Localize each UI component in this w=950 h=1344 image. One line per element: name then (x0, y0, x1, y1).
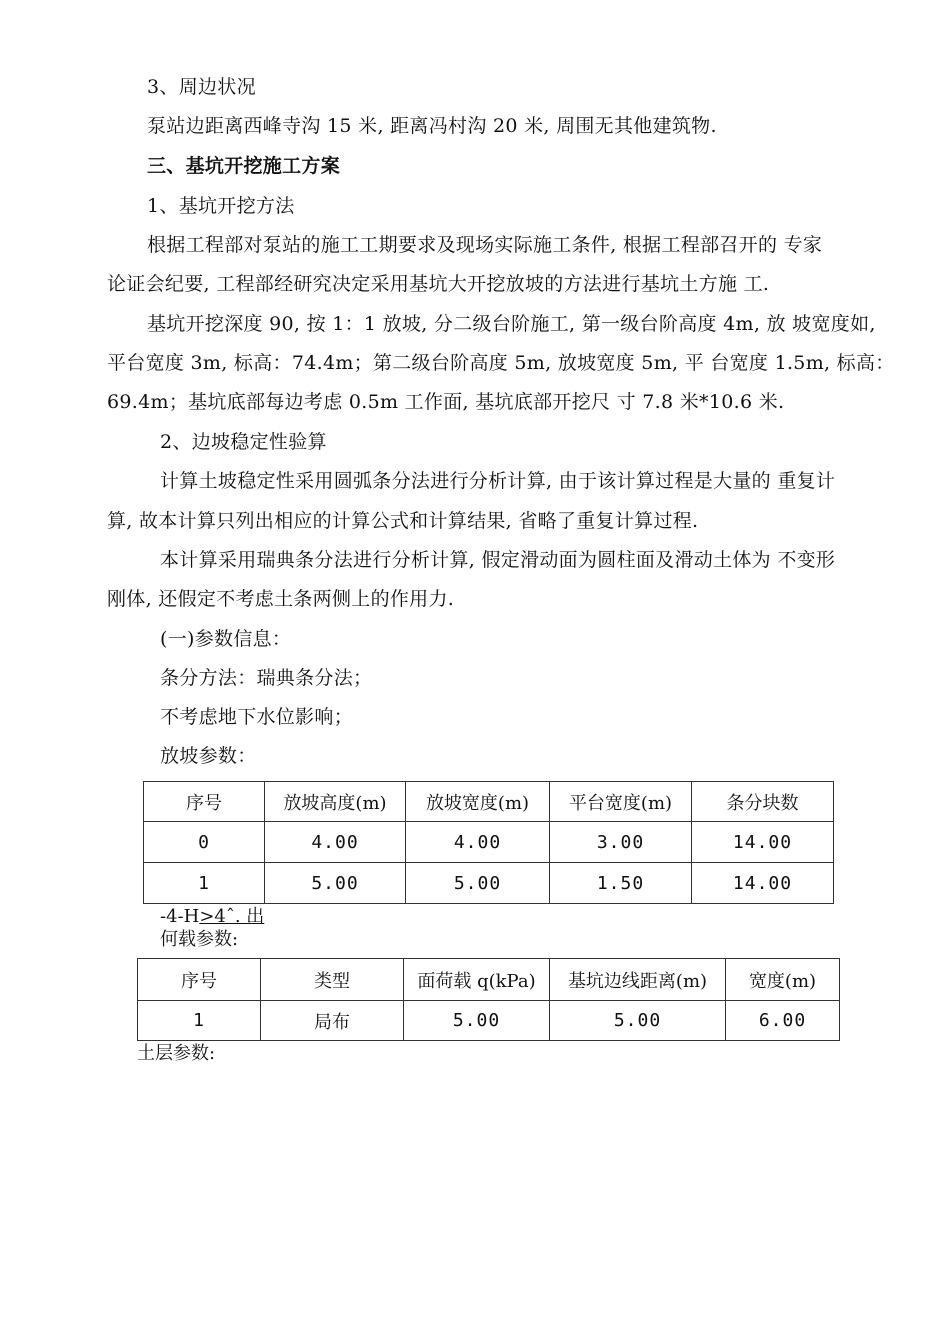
table-header-cell: 条分块数 (692, 782, 834, 822)
table-cell: 局布 (261, 1001, 404, 1041)
table-cell: 1.50 (550, 863, 692, 904)
table-header-cell: 面荷载 q(kPa) (404, 959, 550, 1001)
table-row (138, 1001, 840, 1041)
table-cell: 14.00 (692, 863, 834, 904)
table-header-row (144, 782, 834, 822)
table-row (144, 863, 834, 904)
table-cell: 4.00 (406, 822, 550, 863)
section-title-excavation-plan: 三、基坑开挖施工方案 (147, 155, 341, 177)
table-header-cell: 放坡高度(m) (265, 782, 406, 822)
surroundings-text: 泵站边距离西峰寺沟 15 米, 距离冯村沟 20 米, 周围无其他建筑物. (147, 115, 717, 137)
table-cell: 1 (138, 1001, 261, 1041)
table-header-cell: 序号 (138, 959, 261, 1001)
paragraph-2-line-3: 69.4m；基坑底部每边考虑 0.5m 工作面, 基坑底部开挖尺 寸 7.8 米*10.6 米. (107, 391, 785, 413)
table-header-cell: 宽度(m) (726, 959, 840, 1001)
paragraph-1-line-1: 根据工程部对泵站的施工工期要求及现场实际施工条件, 根据工程部召开的 专家 (147, 234, 823, 256)
page-note-prefix: -4-H (160, 906, 200, 927)
paragraph-2-line-2: 平台宽度 3m, 标高：74.4m；第二级台阶高度 5m, 放坡宽度 5m, 平 台宽度 1.5m, 标高： (107, 352, 895, 374)
slope-params-table (143, 781, 834, 904)
table-cell: 5.00 (265, 863, 406, 904)
table-cell: 14.00 (692, 822, 834, 863)
paragraph-1-line-2: 论证会纪要, 工程部经研究决定采用基坑大开挖放坡的方法进行基坑土方施 工. (107, 273, 770, 295)
table-cell: 5.00 (404, 1001, 550, 1041)
load-params-table (137, 958, 840, 1041)
page-number-note (160, 906, 264, 928)
table-cell: 6.00 (726, 1001, 840, 1041)
table-cell: 1 (144, 863, 265, 904)
table-cell: 5.00 (406, 863, 550, 904)
params-heading: (一)参数信息： (160, 628, 292, 650)
table-cell: 0 (144, 822, 265, 863)
table-header-cell: 基坑边线距离(m) (550, 959, 726, 1001)
table-cell: 3.00 (550, 822, 692, 863)
slope-params-label: 放坡参数： (160, 745, 257, 767)
table-header-cell: 放坡宽度(m) (406, 782, 550, 822)
paragraph-3-line-1: 计算土坡稳定性采用圆弧条分法进行分析计算, 由于该计算过程是大量的 重复计 (160, 470, 836, 492)
paragraph-4-line-1: 本计算采用瑞典条分法进行分析计算, 假定滑动面为圆柱面及滑动土体为 不变形 (160, 549, 836, 571)
load-params-label: 何载参数: (160, 929, 239, 950)
table-header-cell: 平台宽度(m) (550, 782, 692, 822)
paragraph-3-line-2: 算, 故本计算只列出相应的计算公式和计算结果, 省略了重复计算过程. (107, 510, 699, 532)
table-cell: 5.00 (550, 1001, 726, 1041)
page-note-underlined: >4ˆ. 出 (199, 906, 265, 927)
paragraph-4-line-2: 刚体, 还假定不考虑土条两侧上的作用力. (107, 588, 455, 610)
table-header-cell: 类型 (261, 959, 404, 1001)
groundwater-text: 不考虑地下水位影响； (160, 706, 354, 728)
table-row (144, 822, 834, 863)
table-header-cell: 序号 (144, 782, 265, 822)
table-header-row (138, 959, 840, 1001)
table-cell: 4.00 (265, 822, 406, 863)
subheading-excavation-method: 1、基坑开挖方法 (147, 195, 295, 217)
section-heading-surroundings: 3、周边状况 (147, 76, 256, 98)
soil-params-label: 土层参数: (137, 1043, 216, 1064)
paragraph-2-line-1: 基坑开挖深度 90, 按 1：1 放坡, 分二级台阶施工, 第一级台阶高度 4m, 放 坡宽度如, (147, 313, 876, 335)
split-method-text: 条分方法：瑞典条分法； (160, 667, 373, 689)
subheading-slope-stability: 2、边坡稳定性验算 (160, 431, 327, 453)
